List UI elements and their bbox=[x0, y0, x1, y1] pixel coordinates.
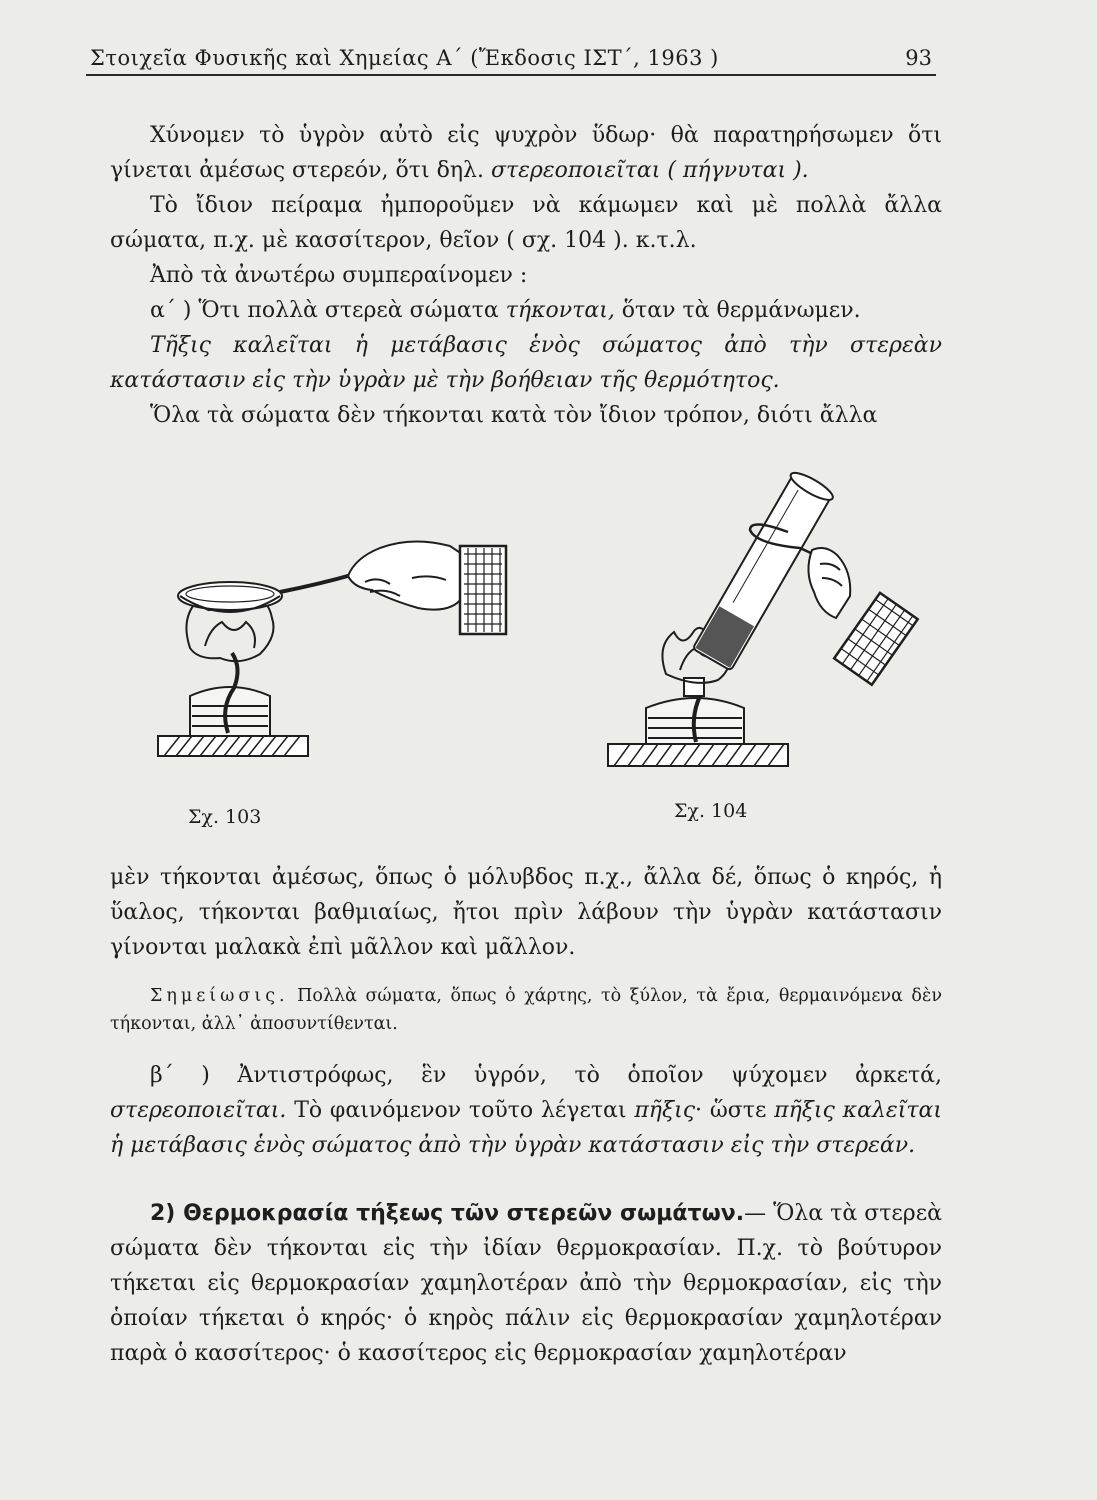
section-heading: 2) Θερμοκρασία τήξεως τῶν στερεῶν σωμάτων. bbox=[150, 1201, 745, 1226]
paragraph-1 bbox=[110, 118, 942, 188]
figure-103-illustration bbox=[150, 518, 530, 770]
p8-text-a: β΄ ) Ἀντιστρόφως, ἓν ὑγρόν, τὸ ὁποῖον ψύχομεν ἀρκετά, bbox=[150, 1063, 942, 1088]
p4-text-c: ὅταν τὰ θερμάνωμεν. bbox=[614, 298, 861, 323]
paragraph-4 bbox=[110, 293, 942, 328]
p8-text-e: · ὥστε bbox=[695, 1098, 775, 1123]
p8-italic-d: πῆξις bbox=[634, 1098, 696, 1123]
running-title: Στοιχεῖα Φυσικῆς καὶ Χημείας Α΄ (Ἔκδοσις ΙΣΤ΄, 1963 ) bbox=[90, 46, 719, 70]
paragraph-7: μὲν τήκονται ἀμέσως, ὅπως ὁ μόλυβδος π.χ., ἄλλα δέ, ὅπως ὁ κηρός, ἡ ὕαλος, τήκονται βαθμιαίως, ἤτοι πρὶν λάβουν τὴν ὑγρὰν κατάστασιν γίνονται μαλακὰ ἐπὶ μᾶλλον καὶ μᾶλλον. bbox=[110, 865, 942, 960]
p1-text: Χύνομεν τὸ ὑγρὸν αὐτὸ εἰς ψυχρὸν ὕδωρ· θὰ παρατηρήσωμεν ὅτι γίνεται ἀμέσως στερεόν, ὅτι δηλ. bbox=[110, 123, 942, 183]
p4-text-a: α΄ ) Ὅτι πολλὰ στερεὰ σώματα bbox=[150, 298, 506, 323]
p4-italic: τήκονται, bbox=[505, 298, 615, 323]
running-header bbox=[86, 44, 936, 76]
p9-text: — Ὅλα τὰ στερεὰ σώματα δὲν τήκονται εἰς τὴν ἰδίαν θερμοκρασίαν. Π.χ. τὸ βούτυρον τήκεται εἰς θερμοκρασίαν χαμηλοτέραν ἀπὸ τὴν θερμοκρασίαν, εἰς τὴν ὁποίαν τήκεται ὁ κηρός· ὁ κηρὸς πάλιν εἰς θερμοκρασίαν χαμηλοτέραν παρὰ ὁ κασσίτερος· ὁ κασσίτερος εἰς θερμοκρασίαν χαμηλοτέραν bbox=[110, 1201, 942, 1366]
p8-italic-b: στερεοποιεῖται. bbox=[110, 1098, 287, 1123]
figure-104-caption: Σχ. 104 bbox=[674, 800, 748, 822]
note-text: Πολλὰ σώματα, ὅπως ὁ χάρτης, τὸ ξύλον, τὰ ἔρια, θερμαινόμενα δὲν τήκονται, ἀλλ᾽ ἀποσυντίθενται. bbox=[110, 986, 942, 1034]
note-paragraph bbox=[110, 982, 942, 1038]
note-label: Σημείωσις. bbox=[150, 986, 289, 1006]
p8-text-c: Τὸ φαινόμενον τοῦτο λέγεται bbox=[286, 1098, 635, 1123]
paragraph-2: Τὸ ἴδιον πείραμα ἠμποροῦμεν νὰ κάμωμεν καὶ μὲ πολλὰ ἄλλα σώματα, π.χ. μὲ κασσίτερον, θεῖον ( σχ. 104 ). κ.τ.λ. bbox=[110, 193, 942, 253]
paragraph-3: Ἀπὸ τὰ ἀνωτέρω συμπεραίνομεν : bbox=[150, 263, 528, 288]
p8-italic-f: πῆξις καλεῖται ἡ μετάβασις ἑνὸς σώματος ἀπὸ τὴν ὑγρὰν κατάστασιν εἰς τὴν στερεάν. bbox=[110, 1098, 942, 1158]
paragraph-9 bbox=[110, 1196, 942, 1371]
paragraph-8 bbox=[110, 1058, 942, 1163]
p1-italic: στερεοποιεῖται ( πήγνυται ). bbox=[490, 158, 809, 183]
definition-melting: Τῆξις καλεῖται ἡ μετάβασις ἑνὸς σώματος ἀπὸ τὴν στερεὰν κατάστασιν εἰς τὴν ὑγρὰν μὲ τὴν βοήθειαν τῆς θερμότητος. bbox=[110, 333, 942, 393]
figure-104-illustration bbox=[600, 452, 960, 782]
page-number: 93 bbox=[905, 46, 932, 70]
paragraph-6: Ὅλα τὰ σώματα δὲν τήκονται κατὰ τὸν ἴδιον τρόπον, διότι ἄλλα bbox=[150, 403, 878, 428]
figure-103-caption: Σχ. 103 bbox=[188, 806, 262, 828]
